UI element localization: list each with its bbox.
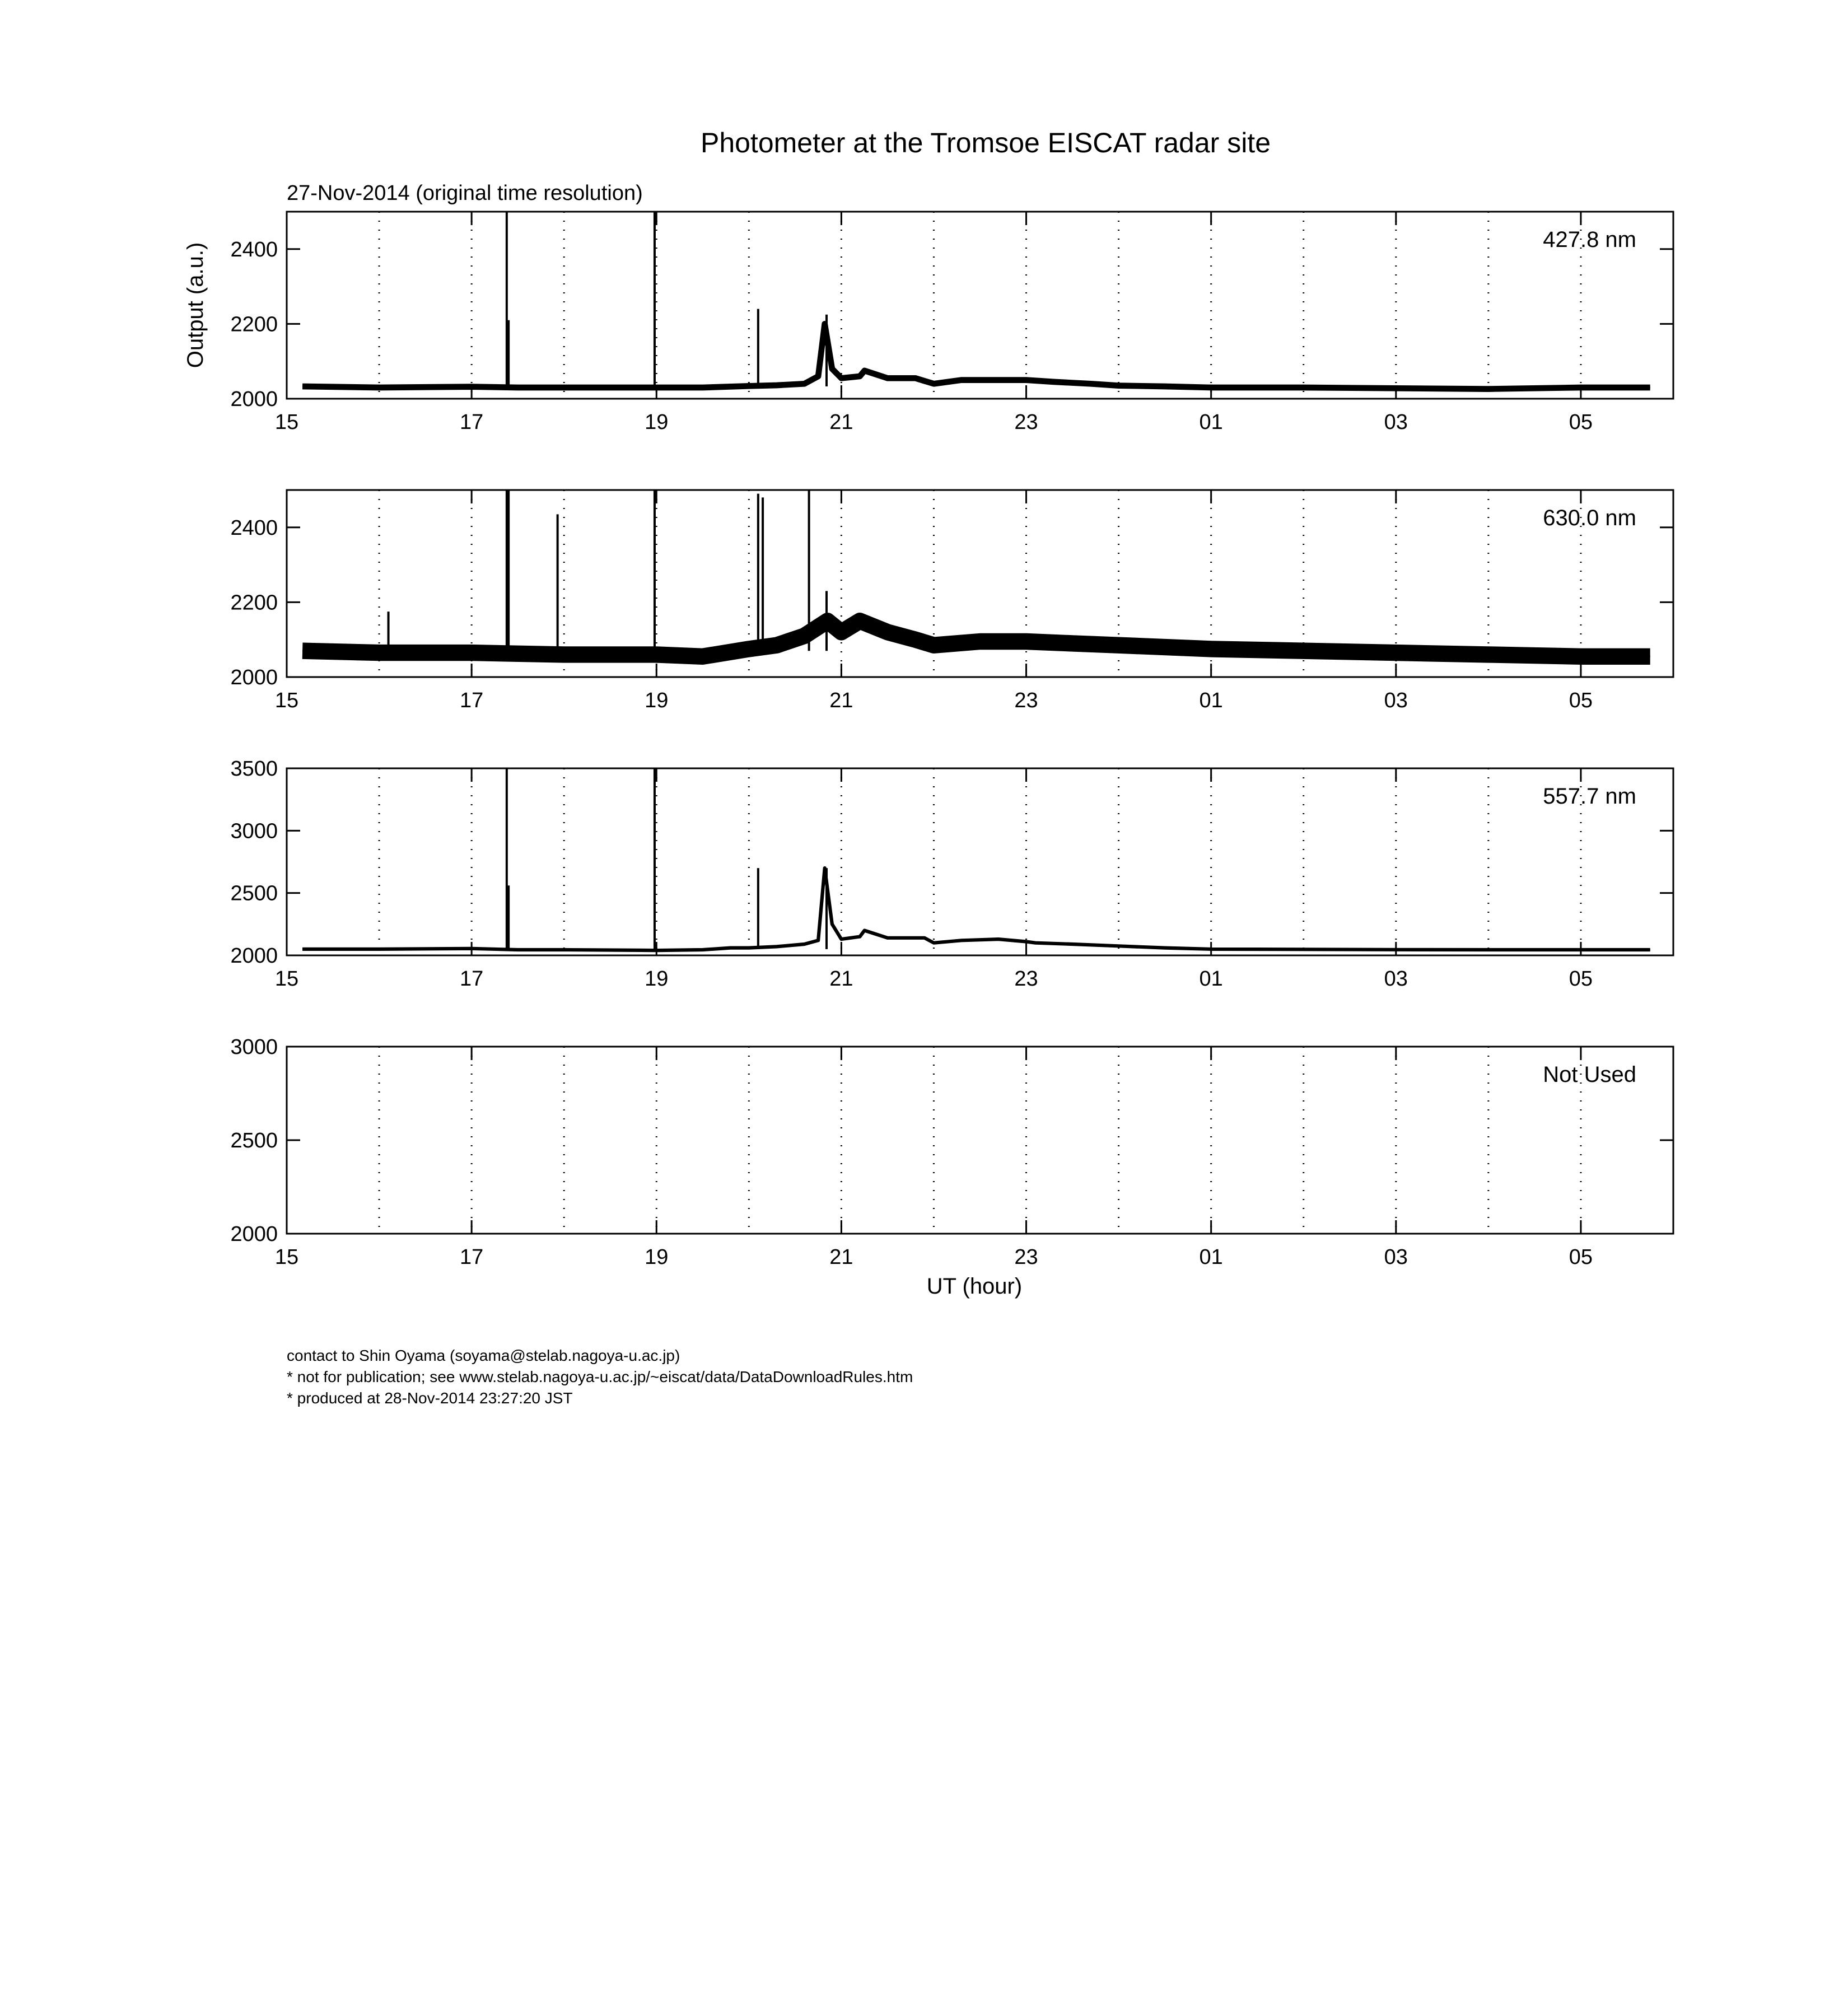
x-tick-label: 15 xyxy=(274,1245,299,1269)
x-tick-label: 03 xyxy=(1384,967,1408,991)
x-tick-label: 05 xyxy=(1569,689,1593,712)
x-tick-label: 15 xyxy=(274,410,299,434)
y-tick-label: 2000 xyxy=(230,388,278,411)
x-tick-label: 05 xyxy=(1569,967,1593,991)
series-label: Not Used xyxy=(1543,1062,1636,1087)
y-tick-label: 3500 xyxy=(230,757,278,781)
y-tick-label: 2000 xyxy=(230,666,278,689)
footer-produced-at: * produced at 28-Nov-2014 23:27:20 JST xyxy=(287,1389,573,1407)
x-tick-label: 05 xyxy=(1569,1245,1593,1269)
series-label: 427.8 nm xyxy=(1543,227,1636,252)
x-tick-label: 21 xyxy=(829,410,853,434)
x-tick-label: 01 xyxy=(1199,689,1223,712)
x-tick-label: 23 xyxy=(1014,967,1038,991)
y-tick-label: 2200 xyxy=(230,312,278,337)
x-tick-label: 19 xyxy=(645,410,669,434)
x-tick-label: 03 xyxy=(1384,410,1408,434)
x-tick-label: 15 xyxy=(274,689,299,712)
x-tick-label: 05 xyxy=(1569,410,1593,434)
y-tick-label: 3000 xyxy=(230,1035,278,1059)
x-axis-label: UT (hour) xyxy=(926,1274,1023,1299)
x-tick-label: 21 xyxy=(829,689,853,712)
x-tick-label: 03 xyxy=(1384,1245,1408,1269)
x-tick-label: 01 xyxy=(1199,1245,1223,1269)
x-tick-label: 23 xyxy=(1014,1245,1038,1269)
x-tick-label: 17 xyxy=(459,1245,484,1269)
x-tick-label: 17 xyxy=(459,967,484,991)
footer-not-for-publication: * not for publication; see www.stelab.nagoya-u.ac.jp/~eiscat/data/DataDownloadRules.htm xyxy=(287,1368,913,1385)
x-tick-label: 21 xyxy=(829,967,853,991)
x-tick-label: 01 xyxy=(1199,967,1223,991)
figure-title: Photometer at the Tromsoe EISCAT radar site xyxy=(700,127,1271,158)
y-tick-label: 2400 xyxy=(230,237,278,262)
y-tick-label: 2200 xyxy=(230,591,278,615)
x-tick-label: 17 xyxy=(459,689,484,712)
y-tick-label: 2500 xyxy=(230,1129,278,1152)
x-tick-label: 23 xyxy=(1014,410,1038,434)
y-tick-label: 3000 xyxy=(230,819,278,843)
x-tick-label: 01 xyxy=(1199,410,1223,434)
y-tick-label: 2000 xyxy=(230,1222,278,1246)
x-tick-label: 19 xyxy=(645,1245,669,1269)
x-tick-label: 19 xyxy=(645,689,669,712)
x-tick-label: 17 xyxy=(459,410,484,434)
footer-contact: contact to Shin Oyama (soyama@stelab.nagoya-u.ac.jp) xyxy=(287,1347,680,1364)
y-tick-label: 2400 xyxy=(230,516,278,540)
x-tick-label: 23 xyxy=(1014,689,1038,712)
x-tick-label: 19 xyxy=(645,967,669,991)
y-tick-label: 2000 xyxy=(230,944,278,968)
y-axis-label: Output (a.u.) xyxy=(183,242,208,368)
x-tick-label: 15 xyxy=(274,967,299,991)
series-label: 557.7 nm xyxy=(1543,784,1636,809)
series-label: 630.0 nm xyxy=(1543,506,1636,530)
figure-subtitle: 27-Nov-2014 (original time resolution) xyxy=(287,181,643,205)
x-tick-label: 03 xyxy=(1384,689,1408,712)
y-tick-label: 2500 xyxy=(230,881,278,906)
x-tick-label: 21 xyxy=(829,1245,853,1269)
